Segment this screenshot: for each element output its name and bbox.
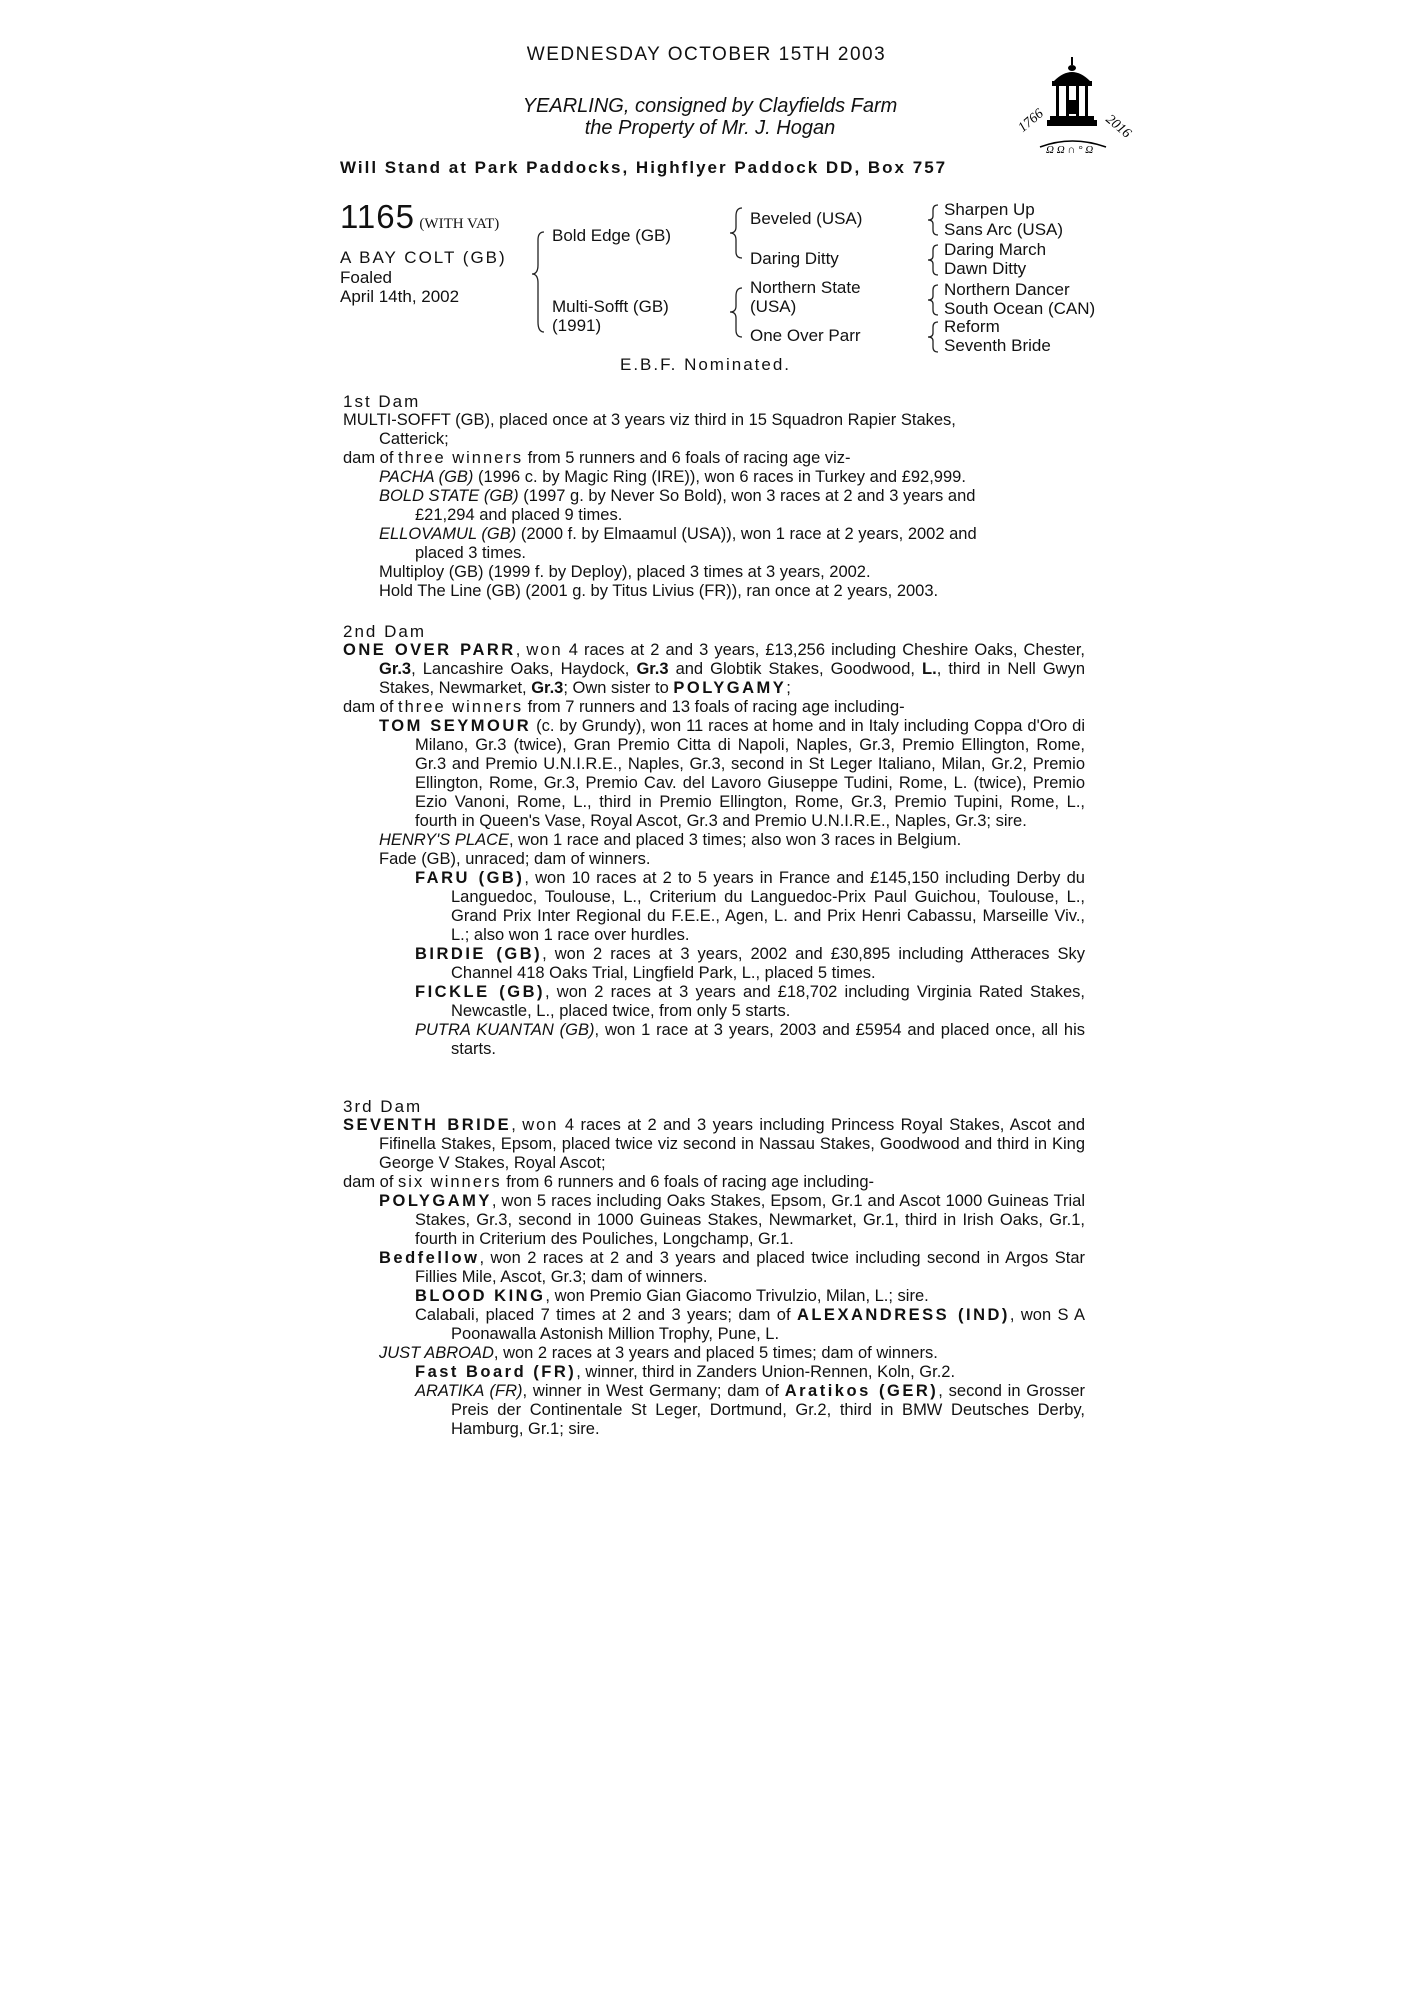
produce-fast-board: Fast Board (FR), winner, third in Zanders Union-Rennen, Koln, Gr.2. bbox=[415, 1363, 956, 1381]
first-dam-section bbox=[343, 392, 1085, 601]
pedigree-dam-dam: One Over Parr bbox=[750, 326, 861, 345]
pedigree-g4: Dawn Ditty bbox=[944, 259, 1027, 278]
foaled-date: April 14th, 2002 bbox=[340, 287, 460, 306]
pedigree-g1: Sharpen Up bbox=[944, 200, 1035, 219]
pedigree-g2: Sans Arc (USA) bbox=[944, 220, 1064, 239]
lot-description: A BAY COLT (GB) bbox=[340, 248, 507, 267]
pedigree-dam-sire-country: (USA) bbox=[750, 297, 797, 316]
property-line: the Property of Mr. J. Hogan bbox=[584, 117, 836, 139]
logo-text-left: 1766 bbox=[1015, 106, 1047, 136]
produce-bold-state: BOLD STATE (GB) (1997 g. by Never So Bold), won 3 races at 2 and 3 years and £21,294 and placed 9 times. bbox=[379, 487, 976, 524]
svg-text:Ω Ω ∩ ° Ω: Ω Ω ∩ ° Ω bbox=[1046, 144, 1094, 155]
produce-birdie: BIRDIE (GB), won 2 races at 3 years, 2002 and £30,895 including Attheraces Sky Channel 418 Oaks Trial, Lingfield Park, L., placed 5 times. bbox=[415, 945, 1085, 982]
ebf-nomination: E.B.F. Nominated. bbox=[620, 355, 792, 374]
produce-faru: FARU (GB), won 10 races at 2 to 5 years in France and £145,150 including Derby du Languedoc, Toulouse, L., Criterium du Languedoc-Prix Paul Guichou, Toulouse, L., Grand Prix Inter Regional du F.E.E., Agen, L. and Prix Henri Cabassu, Marseille Viv., L.; also won 1 race over hurdles. bbox=[415, 869, 1085, 944]
pedigree-sire-dam: Daring Ditty bbox=[750, 249, 839, 268]
third-dam-section bbox=[343, 1097, 1085, 1439]
produce-putra-kuantan: PUTRA KUANTAN (GB), won 1 race at 3 years, 2003 and £5954 and placed once, all his starts. bbox=[415, 1021, 1085, 1058]
pedigree-g6: South Ocean (CAN) bbox=[944, 299, 1096, 318]
produce-ellovamul: ELLOVAMUL (GB) (2000 f. by Elmaamul (USA)), won 1 race at 2 years, 2002 and placed 3 times. bbox=[379, 525, 977, 562]
first-dam-heading: 1st Dam bbox=[343, 392, 421, 411]
pedigree-g3: Daring March bbox=[944, 240, 1047, 259]
third-dam-produce-summary: dam of six winners from 6 runners and 6 foals of racing age including- bbox=[343, 1173, 875, 1191]
lot-number-line bbox=[340, 198, 499, 236]
produce-just-abroad: JUST ABROAD, won 2 races at 3 years and placed 5 times; dam of winners. bbox=[379, 1344, 938, 1362]
produce-polygamy: POLYGAMY, won 5 races including Oaks Stakes, Epsom, Gr.1 and Ascot 1000 Guineas Trial Stakes, Gr.3, second in 1000 Guineas Stakes, Newmarket, Gr.1, third in Irish Oaks, Gr.1, fourth in Criterium des Pouliches, Longchamp, Gr.1. bbox=[379, 1192, 1085, 1248]
produce-tom-seymour: TOM SEYMOUR (c. by Grundy), won 11 races at home and in Italy including Coppa d'Oro di Milano, Gr.3 (twice), Gran Premio Citta di Napoli, Naples, Gr.3, Premio Ellington, Rome, Gr.3 and Premio U.N.I.R.E., Naples, Gr.3, second in St Leger Italiano, Milan, Gr.2, Premio Ellington, Rome, Gr.3, Premio Cav. del Lavoro Giuseppe Tudini, Rome, L. (twice), Premio Ezio Vanoni, Rome, L., third in Premio Ellington, Rome, Gr.3, Premio Tupini, Rome, L., fourth in Queen's Vase, Royal Ascot, Gr.3 and Premio U.N.I.R.E., Naples, Gr.3; sire. bbox=[379, 717, 1086, 830]
first-dam-produce-summary: dam of three winners from 5 runners and 6 foals of racing age viz- bbox=[343, 449, 851, 467]
produce-hold-the-line: Hold The Line (GB) (2001 g. by Titus Livius (FR)), ran once at 2 years, 2003. bbox=[379, 582, 939, 600]
logo-text-right: 2016 bbox=[1102, 111, 1134, 142]
produce-fickle: FICKLE (GB), won 2 races at 3 years and £18,702 including Virginia Rated Stakes, Newcastle, L., placed twice, from only 5 starts. bbox=[415, 983, 1086, 1020]
bicentenary-rotunda-logo bbox=[1010, 55, 1135, 155]
lot-number: 1165 bbox=[340, 198, 415, 235]
pedigree-dam-sire: Northern State bbox=[750, 278, 861, 297]
produce-bedfellow: Bedfellow, won 2 races at 2 and 3 years and placed twice including second in Argos Star Fillies Mile, Ascot, Gr.3; dam of winners. bbox=[379, 1249, 1085, 1286]
pedigree-sire-sire: Beveled (USA) bbox=[750, 209, 863, 228]
pedigree-g5: Northern Dancer bbox=[944, 280, 1070, 299]
consignor-line: YEARLING, consigned by Clayfields Farm bbox=[522, 95, 898, 117]
third-dam-heading: 3rd Dam bbox=[343, 1097, 423, 1116]
produce-aratika: ARATIKA (FR), winner in West Germany; dam of Aratikos (GER), second in Grosser Preis der Continentale St Leger, Dortmund, Gr.2, third in BMW Deutsches Derby, Hamburg, Gr.1; sire. bbox=[415, 1382, 1085, 1438]
pedigree-g8: Seventh Bride bbox=[944, 336, 1051, 355]
third-dam-entry: SEVENTH BRIDE, won 4 races at 2 and 3 years including Princess Royal Stakes, Ascot and Fifinella Stakes, Epsom, placed twice viz second in Nassau Stakes, Goodwood and third in King George V Stakes, Royal Ascot; bbox=[343, 1116, 1086, 1172]
vat-note: (WITH VAT) bbox=[419, 216, 500, 232]
second-dam-heading: 2nd Dam bbox=[343, 622, 426, 641]
pedigree-g7: Reform bbox=[944, 317, 1000, 336]
produce-fade: Fade (GB), unraced; dam of winners. bbox=[379, 850, 651, 868]
first-dam-entry: MULTI-SOFFT (GB), placed once at 3 years viz third in 15 Squadron Rapier Stakes, Catterick; bbox=[343, 411, 956, 448]
pedigree-dam-year: (1991) bbox=[552, 316, 602, 335]
pedigree-sire: Bold Edge (GB) bbox=[552, 226, 672, 245]
stand-location: Will Stand at Park Paddocks, Highflyer Paddock DD, Box 757 bbox=[340, 158, 948, 177]
produce-multiploy: Multiploy (GB) (1999 f. by Deploy), placed 3 times at 3 years, 2002. bbox=[379, 563, 871, 581]
second-dam-produce-summary: dam of three winners from 7 runners and 13 foals of racing age including- bbox=[343, 698, 905, 716]
sale-date: WEDNESDAY OCTOBER 15TH 2003 bbox=[526, 44, 887, 65]
produce-pacha: PACHA (GB) (1996 c. by Magic Ring (IRE)), won 6 races in Turkey and £92,999. bbox=[379, 468, 966, 486]
produce-blood-king: BLOOD KING, won Premio Gian Giacomo Trivulzio, Milan, L.; sire. bbox=[415, 1287, 929, 1305]
consignor-block bbox=[440, 95, 980, 139]
second-dam-section bbox=[343, 622, 1085, 1059]
foaled-label: Foaled bbox=[340, 268, 392, 287]
second-dam-entry: ONE OVER PARR, won 4 races at 2 and 3 years, £13,256 including Cheshire Oaks, Chester, Gr.3, Lancashire Oaks, Haydock, Gr.3 and Globtik Stakes, Goodwood, L., third in Nell Gwyn Stakes, Newmarket, Gr.3; Own sister to POLYGAMY; bbox=[343, 641, 1085, 697]
produce-henrys-place: HENRY'S PLACE, won 1 race and placed 3 times; also won 3 races in Belgium. bbox=[379, 831, 962, 849]
produce-calabali: Calabali, placed 7 times at 2 and 3 years; dam of ALEXANDRESS (IND), won S A Poonawalla Astonish Million Trophy, Pune, L. bbox=[415, 1306, 1085, 1343]
pedigree-dam: Multi-Sofft (GB) bbox=[552, 297, 669, 316]
